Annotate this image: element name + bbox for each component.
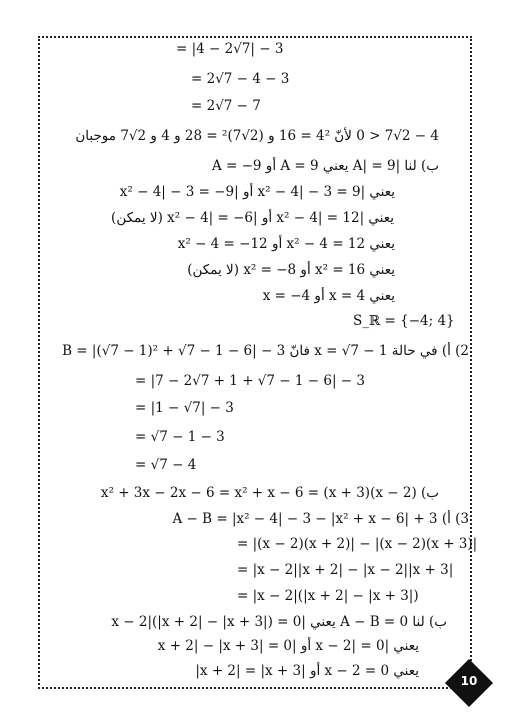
- math-line-6: يعني |x² − 4| − 3 = 9 أو |x² − 4| − 3 = −9: [119, 184, 395, 200]
- math-line-12: 2) أ) في حالة x = √7 − 1 فانّ B = |(√7 − 1)² + √7 − 1 − 6| − 3: [62, 343, 469, 359]
- math-line-14: = |1 − √7| − 3: [135, 400, 234, 416]
- math-line-15: = √7 − 1 − 3: [135, 429, 225, 445]
- math-line-23: يعني |x − 2| = 0 أو |x + 2| − |x + 3| = 0: [157, 638, 419, 654]
- math-line-8: يعني x² − 4 = 12 أو x² − 4 = −12: [177, 236, 395, 252]
- math-line-5: ب) لنا |A| = 9 يعني A = 9 أو A = −9: [211, 158, 439, 174]
- math-line-24: يعني x − 2 = 0 أو |x + 2| = |x + 3|: [195, 663, 419, 679]
- math-line-11: S_ℝ = {−4; 4}: [353, 313, 455, 329]
- math-line-22: ب) لنا A − B = 0 يعني |x − 2|(|x + 2| − |x + 3|) = 0: [111, 614, 447, 630]
- math-line-7: يعني |x² − 4| = 12 أو |x² − 4| = −6 (لا يمكن): [111, 210, 394, 226]
- math-line-3: = 2√7 − 7: [191, 98, 261, 114]
- page-number: 10: [460, 674, 478, 688]
- math-line-10: يعني x = 4 أو x = −4: [262, 288, 395, 304]
- math-line-20: = |x − 2||x + 2| − |x − 2||x + 3|: [237, 562, 454, 578]
- math-line-4: 4 − 2√7 < 0 لأنّ 4² = 16 و (2√7)² = 28 و 4 و 2√7 موجبان: [75, 128, 439, 144]
- math-line-1: = |4 − 2√7| − 3: [176, 41, 284, 57]
- math-line-18: 3) أ) A − B = |x² − 4| − 3 − |x² + x − 6| + 3: [172, 511, 469, 527]
- math-line-9: يعني x² = 16 أو x² = −8 (لا يمكن): [187, 262, 395, 278]
- math-line-21: = |x − 2|(|x + 2| − |x + 3|): [237, 588, 419, 604]
- math-line-17: ب) (x − 2)(x + 3) = x² + 3x − 2x − 6 = x² + x − 6: [100, 485, 439, 501]
- math-line-19: = |(x − 2)(x + 2)| − |(x − 2)(x + 3)|: [237, 536, 478, 552]
- math-line-13: = |7 − 2√7 + 1 + √7 − 1 − 6| − 3: [135, 373, 365, 389]
- math-line-2: = 2√7 − 4 − 3: [191, 71, 290, 87]
- math-line-16: = √7 − 4: [135, 457, 197, 473]
